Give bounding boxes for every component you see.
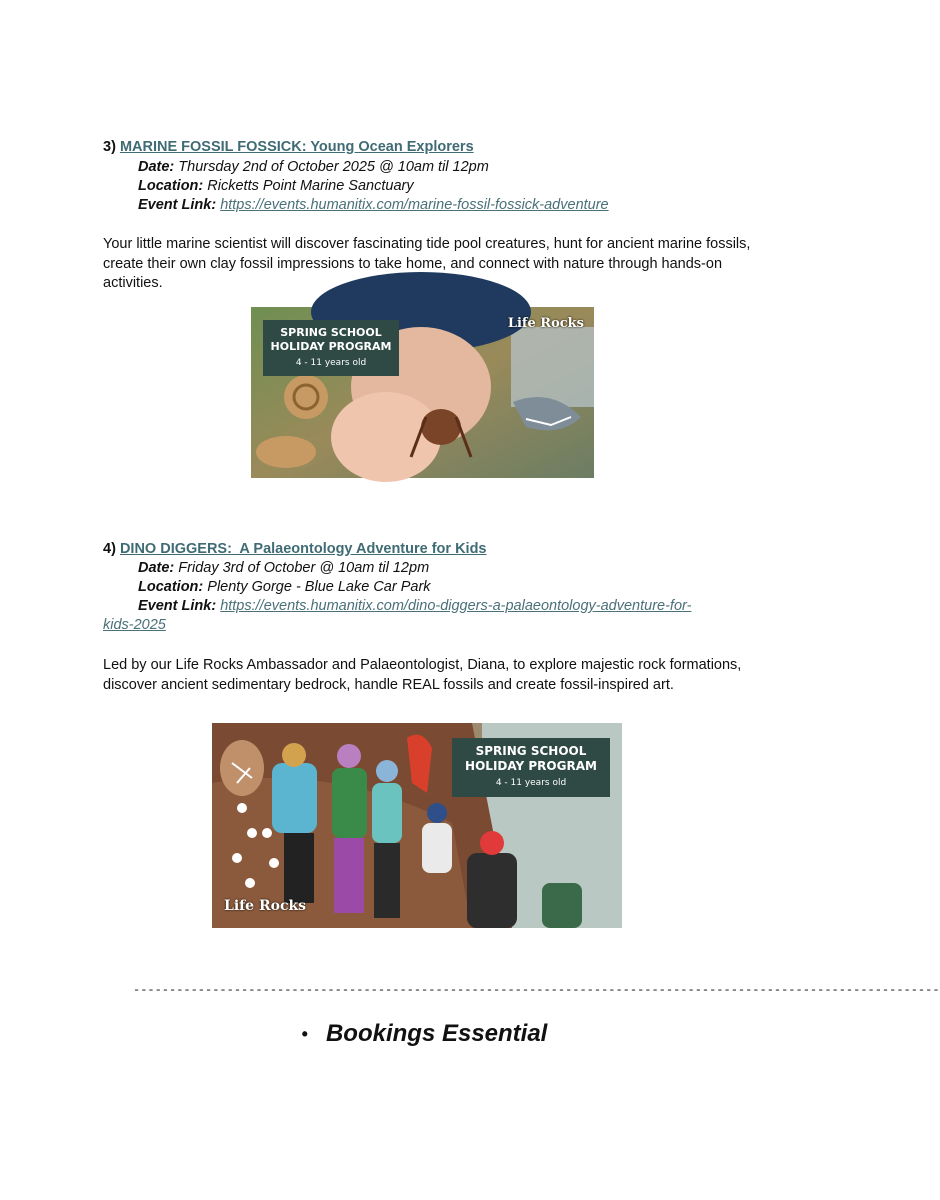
event-3-banner-image [251,307,594,478]
event-3-heading [103,139,474,155]
event-4-link-row [138,598,691,614]
event-4-date-label: Date: [138,560,175,576]
event-3-date-label: Date: [138,159,175,175]
event-4-description: Led by our Life Rocks Ambassador and Palaeontologist, Diana, to explore majestic rock formations, discover ancient sedimentary bedrock, handle REAL fossils and create fossil-inspired art. [103,657,742,693]
sign-2-age: 4 - 11 years old [495,778,567,788]
sign-line-2: HOLIDAY PROGRAM [270,340,392,353]
event-4-link-label: Event Link: [138,598,217,614]
event-3-description: Your little marine scientist will discover fascinating tide pool creatures, hunt for ancient marine fossils, create their own clay fossil impressions to take home, and connect with nature through hands-on activities. [103,236,751,291]
section-divider: ---------------------------------------------------------------------------------------------------------------- [133,983,940,997]
sign-line-1: SPRING SCHOOL [280,326,382,339]
event-4-date-value: Friday 3rd of October @ 10am til 12pm [178,560,430,576]
event-3-date [138,159,489,175]
event-3-link-row [138,197,609,213]
life-rocks-logo-2: Life Rocks [224,898,307,914]
event-3-location [138,178,414,194]
event-4-location [138,579,431,595]
event-4-banner-image [212,723,622,928]
event-4-date [138,560,429,576]
event-4-event-link-tail[interactable]: kids-2025 [103,617,166,633]
bookings-essential-bullet [0,1020,849,1048]
event-4-title-link[interactable]: DINO DIGGERS: A Palaeontology Adventure for Kids [119,541,487,557]
event-4-location-value: Plenty Gorge - Blue Lake Car Park [207,579,431,595]
event-3-number: 3) [103,139,116,155]
event-4-link-continued [103,617,166,633]
sign-age: 4 - 11 years old [295,358,367,368]
event-4-heading [103,541,487,557]
spring-program-sign-2 [452,738,610,797]
bullet-icon: • [301,1024,308,1045]
event-4-location-label: Location: [138,579,204,595]
sign-2-line-1: SPRING SCHOOL [475,744,587,758]
event-3-event-link[interactable]: https://events.humanitix.com/marine-fossil-fossick-adventure [220,197,609,213]
event-3-date-value: Thursday 2nd of October 2025 @ 10am til 12pm [178,159,489,175]
sign-2-line-2: HOLIDAY PROGRAM [465,759,597,773]
spring-program-sign [263,320,399,376]
event-4-event-link[interactable]: https://events.humanitix.com/dino-diggers-a-palaeontology-adventure-for- [220,598,692,614]
bookings-essential-text: Bookings Essential [325,1020,548,1047]
event-4-number: 4) [103,541,116,557]
event-3-location-label: Location: [138,178,204,194]
event-3-link-label: Event Link: [138,197,217,213]
life-rocks-logo: Life Rocks [507,316,584,331]
event-3-title-link[interactable]: MARINE FOSSIL FOSSICK: Young Ocean Explorers [119,139,474,155]
event-3-location-value: Ricketts Point Marine Sanctuary [207,178,414,194]
